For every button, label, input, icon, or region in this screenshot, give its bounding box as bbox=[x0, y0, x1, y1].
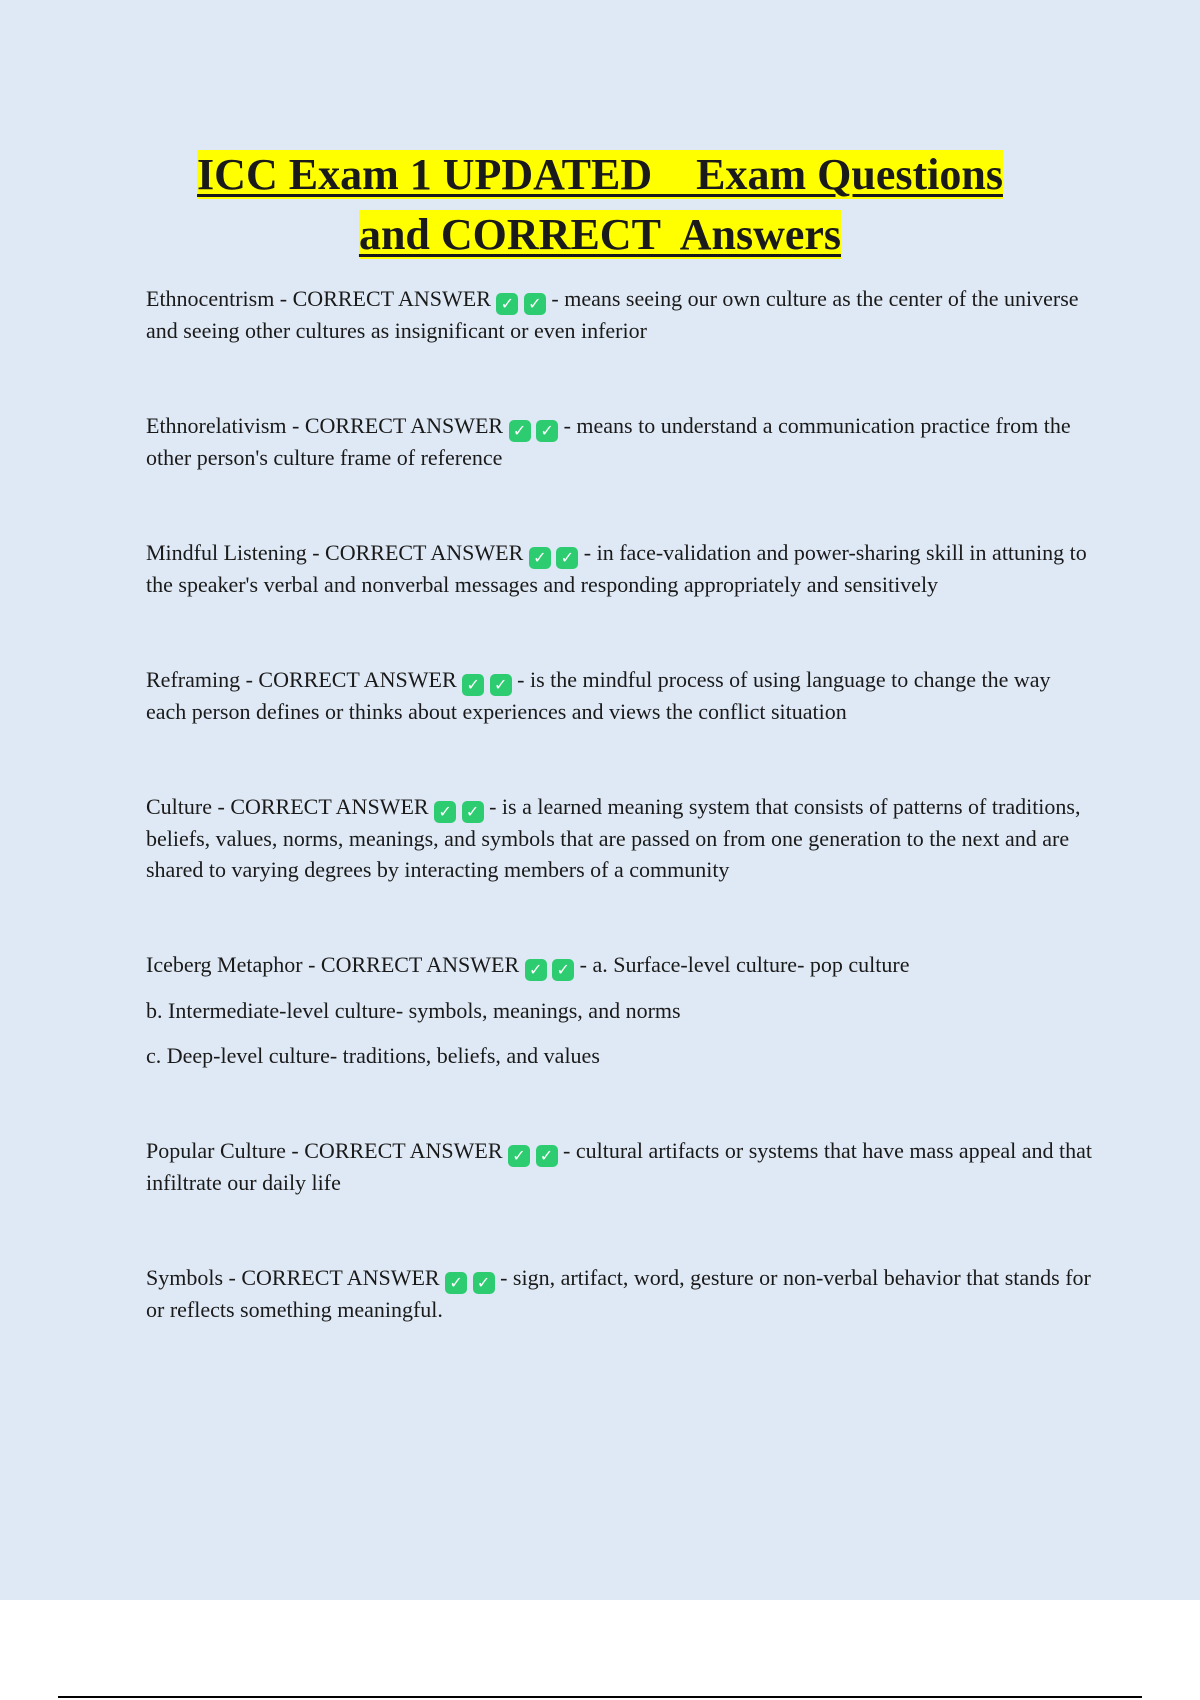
check-mark-icon: ✓ bbox=[434, 801, 456, 823]
check-mark-icon: ✓ bbox=[529, 547, 551, 569]
check-mark-icon: ✓ bbox=[462, 801, 484, 823]
check-mark-icon: ✓ bbox=[509, 420, 531, 442]
qa-entry-ethnocentrism bbox=[146, 283, 1096, 346]
entry-term: Iceberg Metaphor - CORRECT ANSWER bbox=[146, 952, 520, 977]
qa-entry-culture bbox=[146, 791, 1096, 885]
entry-definition: - is the mindful process of using language to change the way each person defines or thinks about experiences and views the conflict situation bbox=[146, 667, 1051, 724]
qa-entry-popular-culture bbox=[146, 1135, 1096, 1198]
check-mark-icon: ✓ bbox=[473, 1272, 495, 1294]
check-mark-icon: ✓ bbox=[496, 293, 518, 315]
entry-definition: - in face-validation and power-sharing skill in attuning to the speaker's verbal and nonverbal messages and responding appropriately and sensitively bbox=[146, 540, 1087, 597]
document-title bbox=[0, 145, 1200, 265]
check-mark-icon: ✓ bbox=[462, 674, 484, 696]
entry-term: Ethnocentrism - CORRECT ANSWER bbox=[146, 286, 491, 311]
qa-list bbox=[146, 283, 1096, 1325]
check-mark-icon: ✓ bbox=[490, 674, 512, 696]
entry-term: Ethnorelativism - CORRECT ANSWER bbox=[146, 413, 504, 438]
qa-entry-symbols bbox=[146, 1262, 1096, 1325]
document-title-line-1: ICC Exam 1 UPDATED Exam Questions bbox=[197, 150, 1003, 199]
qa-entry-reframing bbox=[146, 664, 1096, 727]
entry-definition: - means to understand a communication practice from the other person's culture frame of reference bbox=[146, 413, 1071, 470]
check-mark-icon: ✓ bbox=[445, 1272, 467, 1294]
qa-entry-ethnorelativism bbox=[146, 410, 1096, 473]
check-mark-icon: ✓ bbox=[524, 293, 546, 315]
iceberg-line-c: c. Deep-level culture- traditions, beliefs, and values bbox=[146, 1043, 600, 1068]
check-mark-icon: ✓ bbox=[508, 1145, 530, 1167]
check-mark-icon: ✓ bbox=[556, 547, 578, 569]
entry-term: Reframing - CORRECT ANSWER bbox=[146, 667, 457, 692]
check-mark-icon: ✓ bbox=[552, 959, 574, 981]
footer-divider bbox=[58, 1696, 1142, 1698]
check-mark-icon: ✓ bbox=[525, 959, 547, 981]
check-mark-icon: ✓ bbox=[536, 1145, 558, 1167]
qa-entry-iceberg-metaphor bbox=[146, 949, 1096, 981]
entry-definition: - sign, artifact, word, gesture or non-verbal behavior that stands for or reflects something meaningful. bbox=[146, 1265, 1091, 1322]
qa-entry-mindful-listening bbox=[146, 537, 1096, 600]
check-mark-icon: ✓ bbox=[536, 420, 558, 442]
entry-term: Symbols - CORRECT ANSWER bbox=[146, 1265, 440, 1290]
iceberg-line-b: b. Intermediate-level culture- symbols, meanings, and norms bbox=[146, 998, 681, 1023]
entry-definition: - a. Surface-level culture- pop culture bbox=[579, 952, 910, 977]
entry-term: Mindful Listening - CORRECT ANSWER bbox=[146, 540, 524, 565]
entry-definition: - cultural artifacts or systems that have mass appeal and that infiltrate our daily life bbox=[146, 1138, 1093, 1195]
entry-definition: - is a learned meaning system that consists of patterns of traditions, beliefs, values, norms, meanings, and symbols that are passed on from one generation to the next and are shared to varying degrees by interacting members of a community bbox=[146, 794, 1081, 882]
entry-definition: - means seeing our own culture as the center of the universe and seeing other cultures as insignificant or even inferior bbox=[146, 286, 1079, 343]
document-title-line-2: and CORRECT Answers bbox=[358, 210, 842, 259]
entry-term: Popular Culture - CORRECT ANSWER bbox=[146, 1138, 503, 1163]
entry-term: Culture - CORRECT ANSWER bbox=[146, 794, 429, 819]
